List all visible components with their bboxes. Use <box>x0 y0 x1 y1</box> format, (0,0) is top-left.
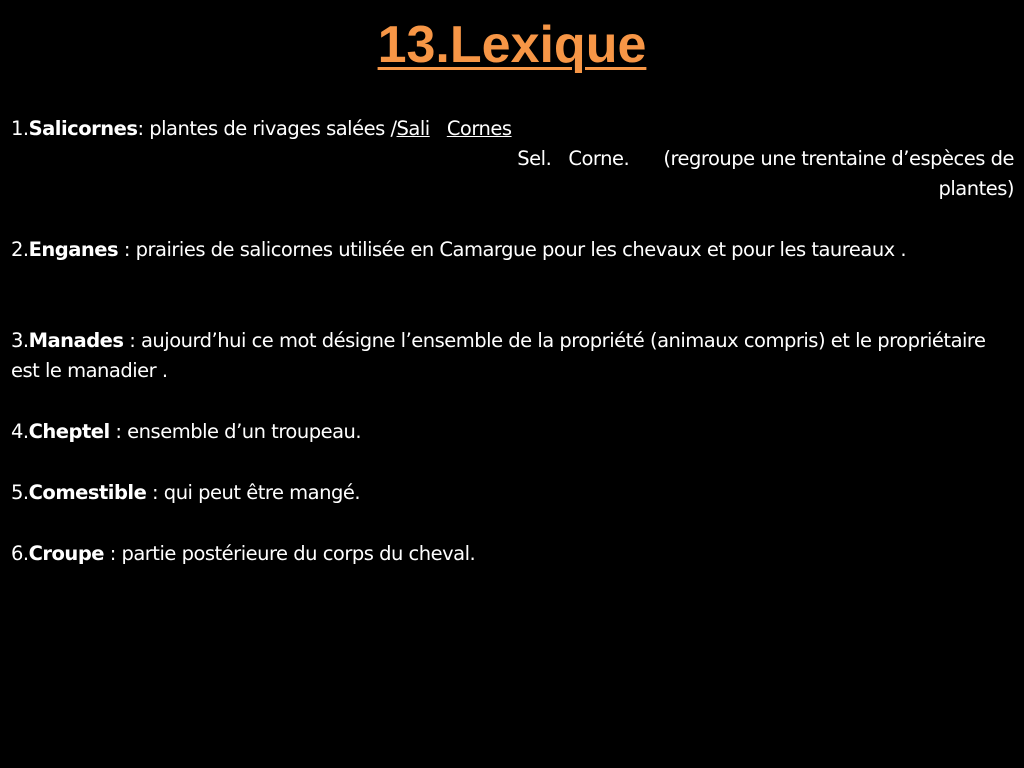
lexicon-entry-manades <box>11 326 1014 386</box>
lexicon-list <box>11 114 1014 569</box>
entry-term: Comestible <box>28 481 147 504</box>
entry-term: Cheptel <box>28 420 110 443</box>
entry-term: Enganes <box>28 238 119 261</box>
entry-number: 6. <box>11 542 29 565</box>
lexicon-entry-croupe <box>11 539 1014 569</box>
entry-term: Manades <box>28 329 124 352</box>
entry-translation-line-end: plantes) <box>938 177 1014 200</box>
lexicon-entry-salicornes <box>11 114 1014 204</box>
entry-translation-line: Sel. Corne. (regroupe une trentaine d’espèces de <box>517 147 1014 170</box>
slide-title: 13.Lexique <box>377 16 647 74</box>
lexicon-entry-enganes <box>11 235 1014 265</box>
lexicon-entry-cheptel <box>11 417 1014 447</box>
entry-number: 2. <box>11 238 29 261</box>
etymology-separator <box>430 117 447 140</box>
entry-number: 5. <box>11 481 29 504</box>
entry-number: 3. <box>11 329 29 352</box>
entry-line <box>11 114 1014 144</box>
entry-term: Croupe <box>28 542 104 565</box>
entry-number: 1. <box>11 117 29 140</box>
entry-definition: : aujourd’hui ce mot désigne l’ensemble de la propriété (animaux compris) et le propriétaire est le manadier . <box>11 329 986 382</box>
entry-definition: : qui peut être mangé. <box>146 481 361 504</box>
entry-definition: : plantes de rivages salées / <box>137 117 397 140</box>
entry-definition: : ensemble d’un troupeau. <box>109 420 362 443</box>
lexicon-entry-comestible <box>11 478 1014 508</box>
entry-definition: : prairies de salicornes utilisée en Camargue pour les chevaux et pour les taureaux . <box>118 238 907 261</box>
etymology-cornes: Cornes <box>446 117 512 140</box>
entry-term: Salicornes <box>28 117 138 140</box>
entry-number: 4. <box>11 420 29 443</box>
entry-definition: : partie postérieure du corps du cheval. <box>104 542 476 565</box>
etymology-sali: Sali <box>396 117 430 140</box>
